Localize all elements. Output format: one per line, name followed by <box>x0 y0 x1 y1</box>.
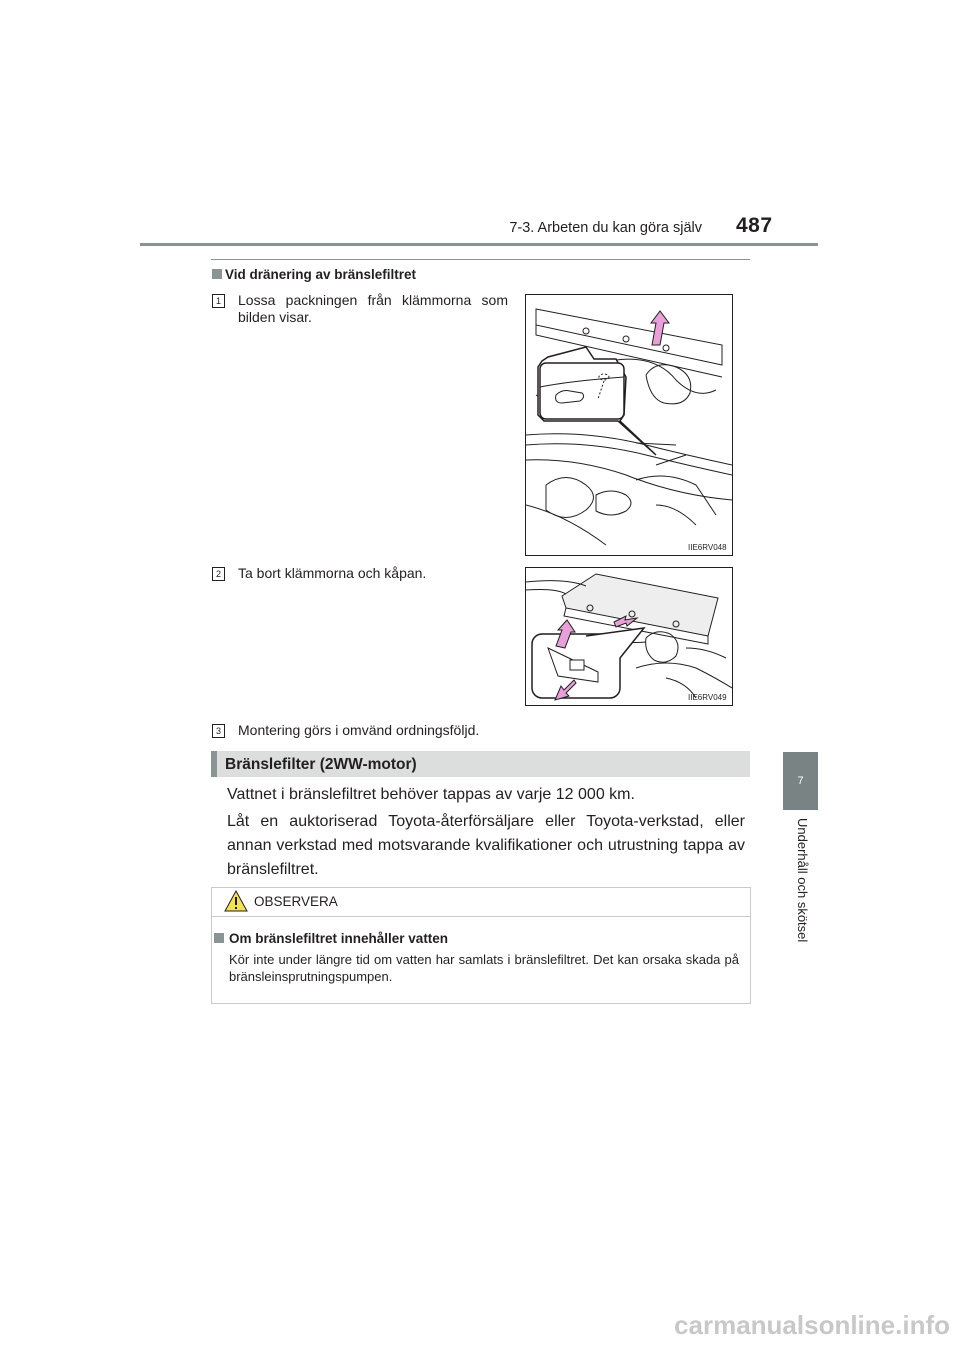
content-rule <box>211 259 750 260</box>
section-title: 7-3. Arbeten du kan göra själv <box>509 220 702 236</box>
notice-label: OBSERVERA <box>254 894 338 909</box>
chapter-tab[interactable] <box>783 752 818 810</box>
step-text: Lossa packningen från klämmorna som bilden visar. <box>238 292 508 325</box>
chapter-number: 7 <box>797 775 804 787</box>
page-number: 487 <box>736 214 773 237</box>
engine-illustration-1 <box>526 295 732 555</box>
chapter-title: Underhåll och skötsel <box>795 818 810 943</box>
step-number: 1 <box>212 294 225 308</box>
square-bullet-icon <box>212 269 222 279</box>
figure-code: IIE6RV048 <box>688 543 727 552</box>
step-number: 3 <box>212 724 225 738</box>
notice-divider <box>211 916 750 917</box>
subsection-heading: Vid dränering av bränslefiltret <box>225 267 417 282</box>
watermark: carmanualsonline.info <box>674 1310 950 1340</box>
figure-remove-clips-cover <box>525 567 733 706</box>
notice-heading: Om bränslefiltret innehåller vatten <box>229 931 449 946</box>
square-bullet-icon <box>214 933 224 943</box>
body-paragraph: Vattnet i bränslefiltret behöver tappas av varje 12 000 km. <box>227 786 635 803</box>
warning-triangle-icon <box>224 890 248 912</box>
body-paragraph: Låt en auktoriserad Toyota-återförsäljare eller Toyota-verkstad, eller annan verkstad med motsvarande kvalifikationer och utrustning tappa av bränslefiltret. <box>227 813 745 878</box>
figure-code: IIE6RV049 <box>688 693 727 702</box>
section-heading: Bränslefilter (2WW-motor) <box>225 756 417 773</box>
section-bar-accent <box>211 751 217 777</box>
engine-illustration-2 <box>526 568 732 705</box>
step-text: Montering görs i omvänd ordningsföljd. <box>238 722 480 738</box>
notice-body: Kör inte under längre tid om vatten har samlats i bränslefiltret. Det kan orsaka skada på bränsleinsprutningspumpen. <box>229 952 739 984</box>
figure-unclip-gasket <box>525 294 733 556</box>
header-rule <box>140 243 818 246</box>
step-text: Ta bort klämmorna och kåpan. <box>238 565 427 581</box>
step-number: 2 <box>212 567 225 581</box>
